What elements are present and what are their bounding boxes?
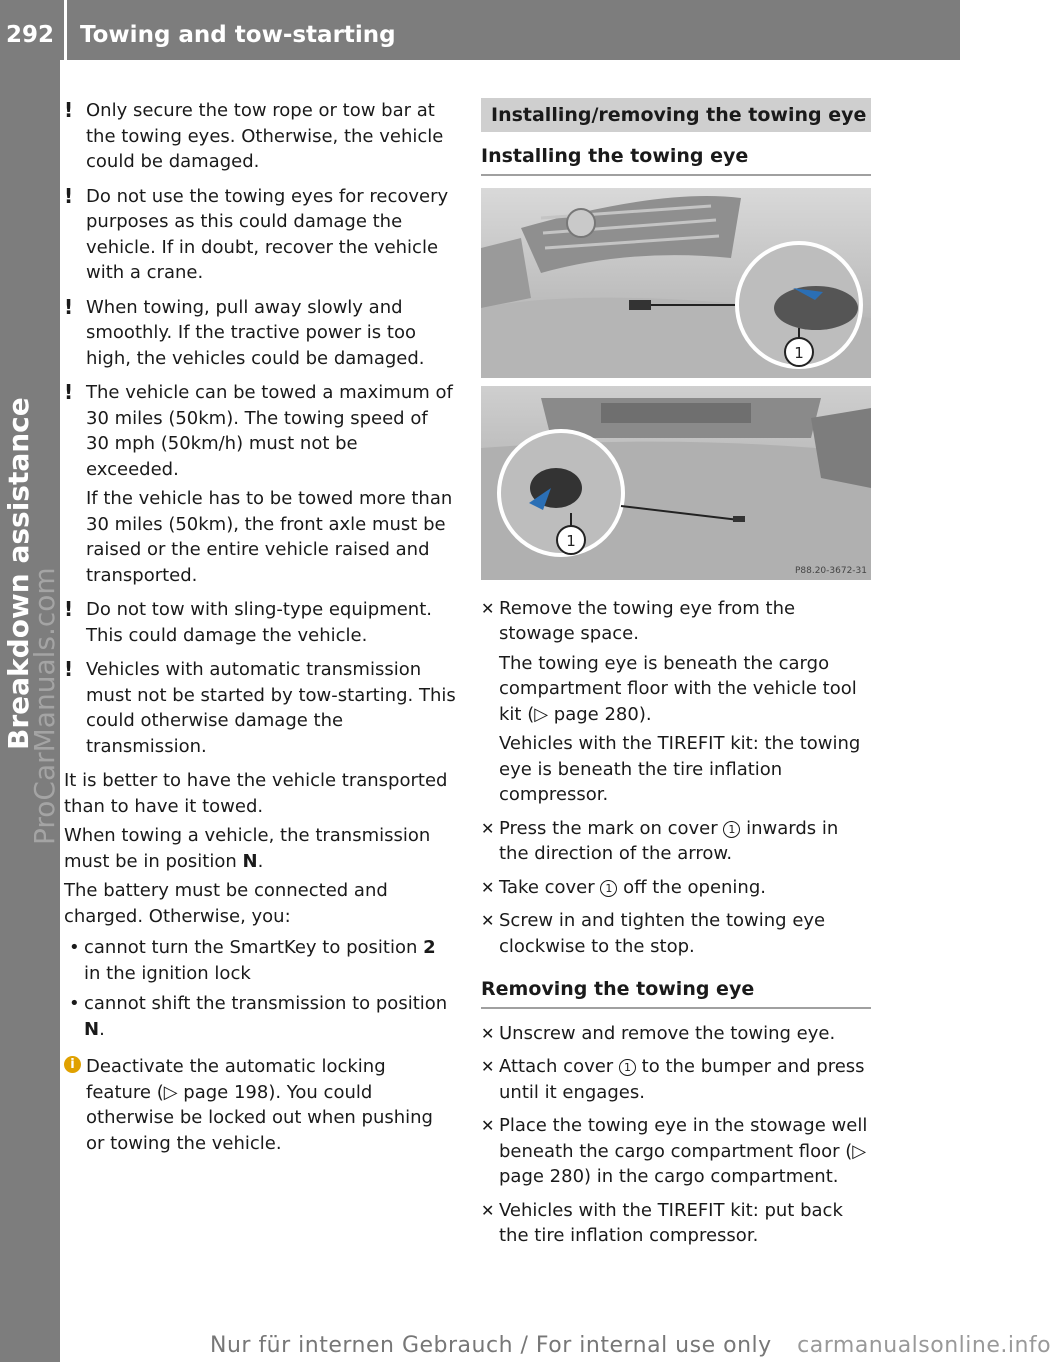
subsection-heading: Installing the towing eye: [481, 144, 871, 176]
header-divider: [64, 0, 67, 60]
info-note: i Deactivate the automatic locking feature (▷ page 198). You could otherwise be locked out when pushing or towing the vehicle.: [64, 1054, 456, 1156]
instruction-step: ✕ Press the mark on cover 1 inwards in the direction of the arrow.: [481, 817, 839, 864]
side-tab-label: Breakdown assistance: [2, 397, 35, 750]
callout-1: 1: [619, 1059, 636, 1076]
callout-1: 1: [794, 343, 804, 362]
section-heading: Installing/removing the towing eye: [481, 98, 871, 132]
instruction-step: ✕ Take cover 1 off the opening.: [481, 875, 871, 901]
warning-icon: !: [64, 183, 74, 208]
warning-note: ! Do not tow with sling-type equipment. This could damage the vehicle.: [64, 597, 432, 646]
instruction-step: ✕ Screw in and tighten the towing eye clockwise to the stop.: [481, 910, 826, 957]
towing-eye-figure: [481, 188, 871, 580]
instruction-step: ✕ Place the towing eye in the stowage well beneath the cargo compartment floor (▷ page 280) in the cargo compartment.: [481, 1115, 868, 1187]
warning-icon: !: [64, 657, 74, 681]
instruction-step: ✕ Unscrew and remove the towing eye.: [481, 1021, 871, 1047]
warning-note: ! The vehicle can be towed a maximum of 30 miles (50km). The towing speed of 30 mph (50km/h) must not be exceeded.: [64, 380, 453, 480]
list-item: • cannot turn the SmartKey to position 2 in the ignition lock: [69, 937, 436, 984]
callout-1: 1: [600, 880, 617, 897]
site-watermark: carmanualsonline.info: [797, 1333, 1051, 1358]
body-paragraph: The battery must be connected and charged. Otherwise, you:: [64, 880, 388, 927]
step-marker-icon: ✕: [481, 877, 495, 897]
step-marker-icon: ✕: [481, 1057, 495, 1076]
list-item: • cannot shift the transmission to position N.: [69, 993, 448, 1040]
warning-note: ! Only secure the tow rope or tow bar at the towing eyes. Otherwise, the vehicle could be damaged.: [64, 98, 444, 172]
page-number: 292: [6, 22, 55, 48]
subsection-heading: Removing the towing eye: [481, 977, 871, 1009]
instruction-step: ✕ Vehicles with the TIREFIT kit: put back the tire inflation compressor.: [481, 1199, 843, 1246]
body-paragraph: When towing a vehicle, the transmission must be in position N.: [64, 825, 431, 872]
warning-icon: !: [64, 380, 74, 404]
warning-continuation: If the vehicle has to be towed more than 30 miles (50km), the front axle must be raised or the entire vehicle raised and transported.: [86, 488, 453, 586]
step-marker-icon: ✕: [481, 1023, 495, 1043]
step-note: The towing eye is beneath the cargo compartment floor with the vehicle tool kit (▷ page 280).: [499, 652, 857, 725]
warning-note: ! Vehicles with automatic transmission must not be started by tow-starting. This could otherwise damage the transmission.: [64, 657, 456, 757]
right-column: [481, 98, 871, 1257]
warning-icon: !: [64, 294, 74, 319]
watermark-procarmanuals: ProCarManuals.com: [28, 567, 61, 845]
left-column: [64, 98, 456, 1165]
footer-watermark: Nur für internen Gebrauch / For internal use only carmanualsonline.info: [210, 1333, 1051, 1358]
instruction-step: ✕ Attach cover 1 to the bumper and press until it engages.: [481, 1056, 865, 1103]
step-marker-icon: ✕: [481, 911, 495, 930]
body-paragraph: It is better to have the vehicle transported than to have it towed.: [64, 770, 448, 817]
info-icon: i: [64, 1056, 81, 1073]
callout-1: 1: [723, 821, 740, 838]
page-header: [0, 0, 960, 60]
instruction-step: ✕ Remove the towing eye from the stowage space.: [481, 597, 796, 644]
step-note: Vehicles with the TIREFIT kit: the towing eye is beneath the tire inflation compressor.: [499, 733, 861, 805]
callout-1: 1: [566, 531, 576, 550]
warning-icon: !: [64, 98, 74, 122]
step-marker-icon: ✕: [481, 598, 495, 618]
figure-code: P88.20-3672-31: [794, 565, 867, 576]
car-bumper-illustration: [481, 188, 871, 580]
step-marker-icon: ✕: [481, 818, 495, 838]
warning-note: ! Do not use the towing eyes for recovery purposes as this could damage the vehicle. If in doubt, recover the vehicle with a crane.: [64, 183, 449, 283]
page-title: Towing and tow-starting: [80, 22, 396, 48]
warning-note: ! When towing, pull away slowly and smoothly. If the tractive power is too high, the vehicles could be damaged.: [64, 294, 425, 369]
warning-icon: !: [64, 597, 74, 621]
step-marker-icon: ✕: [481, 1116, 495, 1135]
step-marker-icon: ✕: [481, 1200, 495, 1220]
